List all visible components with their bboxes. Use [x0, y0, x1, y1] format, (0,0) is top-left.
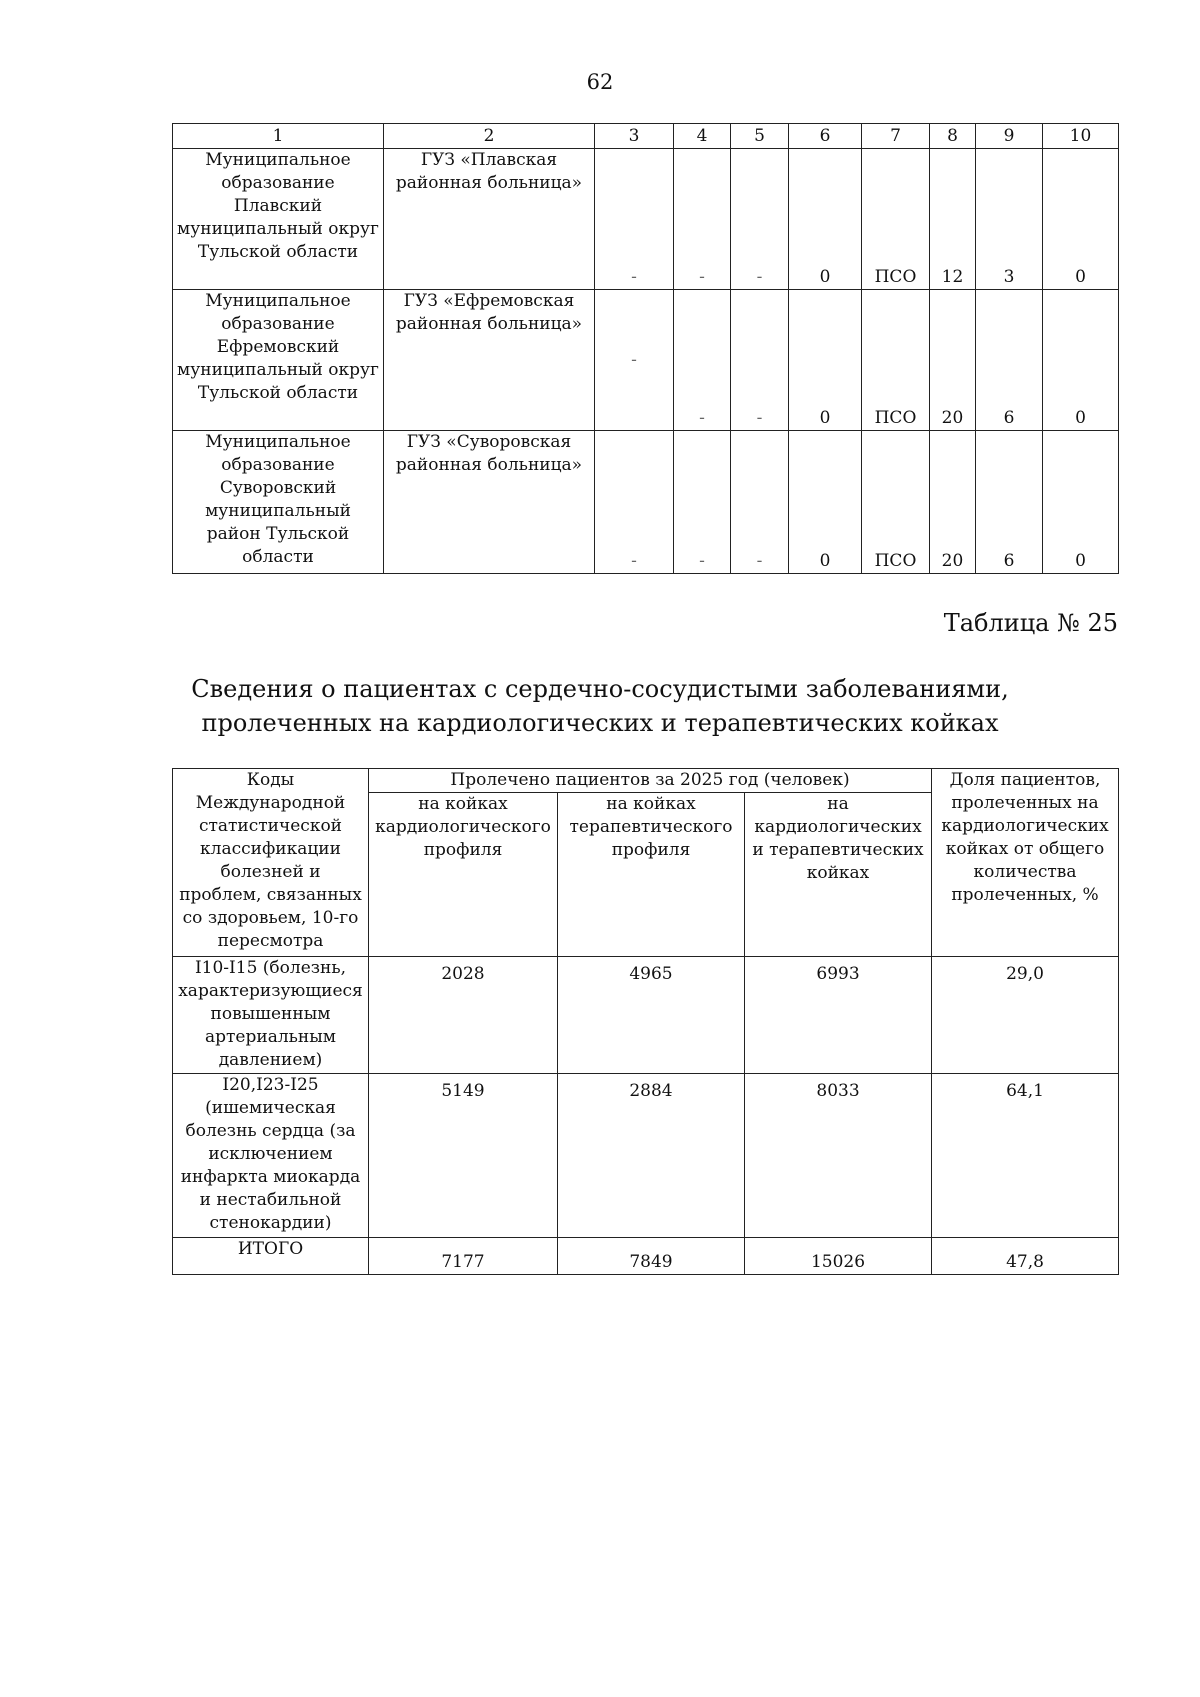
col-number: 6 [789, 124, 862, 149]
table-row [173, 290, 1119, 431]
value-cell: 7177 [369, 1238, 558, 1275]
value-cell: ПСО [862, 149, 930, 290]
table-title-line: Сведения о пациентах с сердечно-сосудистыми заболеваниями, [191, 675, 1009, 703]
total-row [173, 1238, 1119, 1275]
value-cell: 47,8 [932, 1238, 1119, 1275]
value-cell: 0 [1043, 149, 1119, 290]
share-header: Доля пациентов, пролеченных на кардиологических койках от общего количества пролеченных, % [932, 769, 1119, 957]
value-cell: 8033 [745, 1074, 932, 1238]
table-row [173, 1074, 1119, 1238]
municipality-cell: Муниципальное образование Плавский муниципальный округ Тульской области [173, 149, 384, 290]
value-cell: 6993 [745, 957, 932, 1074]
value-cell: 6 [976, 431, 1043, 574]
hospital-cell: ГУЗ «Плавская районная больница» [384, 149, 595, 290]
value-cell: 7849 [558, 1238, 745, 1275]
hospital-table [172, 123, 1119, 574]
table-title [0, 672, 1200, 740]
value-cell: - [595, 149, 674, 290]
value-cell: 64,1 [932, 1074, 1119, 1238]
value-cell: 20 [930, 431, 976, 574]
table-row [173, 957, 1119, 1074]
value-cell: 6 [976, 290, 1043, 431]
municipality-cell: Муниципальное образование Ефремовский муниципальный округ Тульской области [173, 290, 384, 431]
hospital-cell: ГУЗ «Ефремовская районная больница» [384, 290, 595, 431]
value-cell: - [595, 290, 674, 431]
value-cell: - [674, 290, 731, 431]
column-number-row [173, 124, 1119, 149]
header-row [173, 769, 1119, 793]
value-cell: 4965 [558, 957, 745, 1074]
value-cell: 0 [789, 290, 862, 431]
value-cell: 20 [930, 290, 976, 431]
value-cell: 5149 [369, 1074, 558, 1238]
col-number: 1 [173, 124, 384, 149]
value-cell: - [731, 431, 789, 574]
code-cell: I20,I23-I25 (ишемическая болезнь сердца (за исключением инфаркта миокарда и нестабильной стенокардии) [173, 1074, 369, 1238]
value-cell: 0 [789, 431, 862, 574]
treated-header: Пролечено пациентов за 2025 год (человек) [369, 769, 932, 793]
col-number: 10 [1043, 124, 1119, 149]
value-cell: 3 [976, 149, 1043, 290]
code-cell: I10-I15 (болезнь, характеризующиеся повышенным артериальным давлением) [173, 957, 369, 1074]
municipality-cell: Муниципальное образование Суворовский муниципальный район Тульской области [173, 431, 384, 574]
value-cell: ПСО [862, 431, 930, 574]
total-label: ИТОГО [173, 1238, 369, 1275]
value-cell: 29,0 [932, 957, 1119, 1074]
col-number: 2 [384, 124, 595, 149]
codes-header: Коды Международной статистической классификации болезней и проблем, связанных со здоровьем, 10-го пересмотра [173, 769, 369, 957]
value-cell: ПСО [862, 290, 930, 431]
cardio-subheader: на койках кардиологического профиля [369, 793, 558, 957]
col-number: 9 [976, 124, 1043, 149]
page-number: 62 [586, 70, 614, 94]
both-subheader: на кардиологических и терапевтических койках [745, 793, 932, 957]
value-cell: 2884 [558, 1074, 745, 1238]
col-number: 4 [674, 124, 731, 149]
table-number: Таблица № 25 [943, 609, 1118, 637]
value-cell: 0 [1043, 290, 1119, 431]
value-cell: 0 [789, 149, 862, 290]
col-number: 8 [930, 124, 976, 149]
value-cell: - [731, 290, 789, 431]
value-cell: 15026 [745, 1238, 932, 1275]
value-cell: - [674, 431, 731, 574]
col-number: 5 [731, 124, 789, 149]
value-cell: 0 [1043, 431, 1119, 574]
value-cell: - [674, 149, 731, 290]
col-number: 3 [595, 124, 674, 149]
table-row [173, 149, 1119, 290]
value-cell: 2028 [369, 957, 558, 1074]
col-number: 7 [862, 124, 930, 149]
value-cell: 12 [930, 149, 976, 290]
therapy-subheader: на койках терапевтического профиля [558, 793, 745, 957]
value-cell: - [595, 431, 674, 574]
value-cell: - [731, 149, 789, 290]
table-row [173, 431, 1119, 574]
table-title-line: пролеченных на кардиологических и терапевтических койках [201, 709, 999, 737]
patients-table [172, 768, 1119, 1275]
hospital-cell: ГУЗ «Суворовская районная больница» [384, 431, 595, 574]
